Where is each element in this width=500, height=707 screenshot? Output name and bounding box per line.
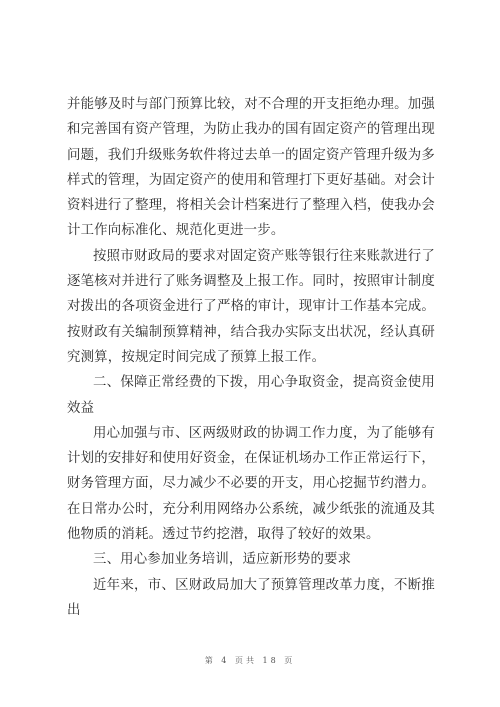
paragraph-budget-reform: 近年来，市、区财政局加大了预算管理改革力度，不断推出	[67, 577, 435, 618]
paragraph-asset-reconciliation: 按照市财政局的要求对固定资产账等银行往来账款进行了逐笔核对并进行了账务调整及上报工作。同时，按照审计制度对拨出的各项资金进行了严格的审计，现审计工作基本完成。按财政有关编制预算精神，结合我办实际支出状况，经认真研究测算，按规定时间完成了预算上报工作。	[67, 248, 435, 365]
paragraph-continuation: 并能够及时与部门预算比较，对不合理的开支拒绝办理。加强和完善国有资产管理，为防止我办的国有固定资产的管理出现问题，我们升级账务软件将过去单一的固定资产管理升级为多样式的管理，为固定资产的使用和管理打下更好基础。对会计资料进行了整理，将相关会计档案进行了整理入档，使我办会计工作向标准化、规范化更进一步。	[67, 97, 435, 239]
section-heading-3: 三、用心参加业务培训，适应新形势的要求	[93, 552, 352, 568]
section-heading-2: 二、保障正常经费的下拨，用心争取资金，提高资金使用效益	[67, 375, 435, 416]
paragraph-financial-coordination: 用心加强与市、区两级财政的协调工作力度，为了能够有计划的安排好和使用好资金，在保证机场办工作正常运行下，财务管理方面，尽力减少不必要的开支，用心挖掘节约潜力。在日常办公时，充分利用网络办公系统，减少纸张的流通及其他物质的消耗。透过节约挖潜，取得了较好的效果。	[67, 425, 435, 543]
document-body	[67, 92, 435, 623]
page-number-footer: 第 4 页共 18 页	[204, 656, 296, 665]
